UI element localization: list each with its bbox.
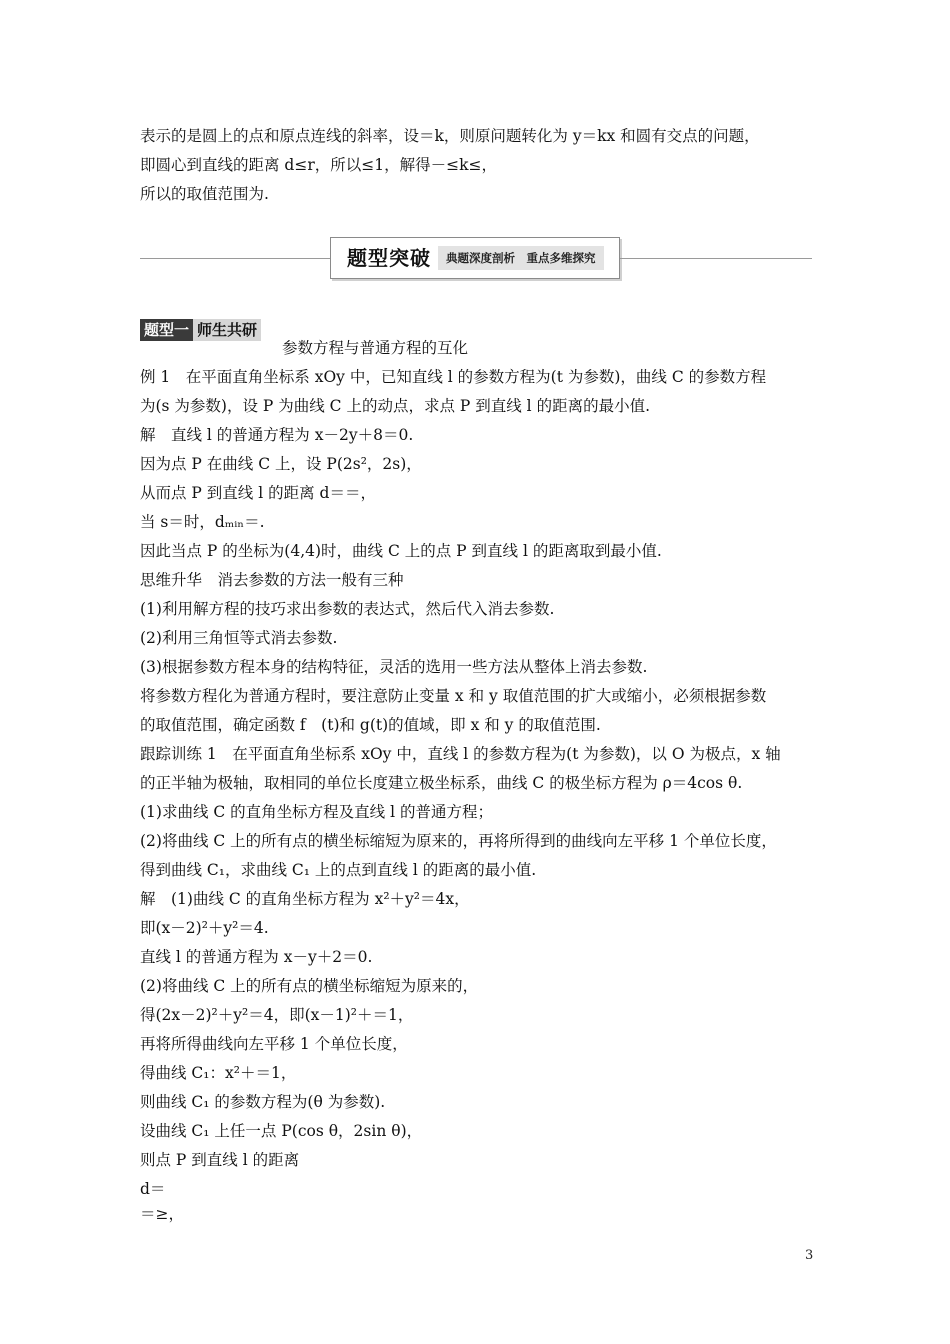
body-line: (2)利用三角恒等式消去参数.: [140, 629, 338, 647]
body-line: 例 1 在平面直角坐标系 xOy 中，已知直线 l 的参数方程为(t 为参数)，曲线 C 的参数方程: [140, 368, 767, 386]
body-line: 思维升华 消去参数的方法一般有三种: [140, 571, 404, 589]
body-line: 则曲线 C₁ 的参数方程为(θ 为参数).: [140, 1093, 386, 1111]
page-number: 3: [805, 1248, 814, 1263]
section-tag-label: 题型一: [140, 319, 193, 341]
body-line: 解 (1)曲线 C 的直角坐标方程为 x²＋y²＝4x，: [140, 890, 470, 908]
banner-title: 题型突破: [347, 246, 431, 270]
body-line: 再将所得曲线向左平移 1 个单位长度，: [140, 1035, 408, 1053]
body-line: 因此当点 P 的坐标为(4,4)时，曲线 C 上的点 P 到直线 l 的距离取到最小值.: [140, 542, 662, 560]
banner-box: [330, 237, 620, 279]
banner-subtitle: 典题深度剖析 重点多维探究: [438, 246, 604, 270]
body-line: 得(2x－2)²＋y²＝4，即(x－1)²＋＝1，: [140, 1006, 414, 1024]
body-line: 解 直线 l 的普通方程为 x－2y＋8＝0.: [140, 426, 414, 444]
body-line: 当 s＝时，dₘᵢₙ＝.: [140, 513, 265, 531]
intro-line-3: 所以的取值范围为.: [140, 185, 269, 203]
intro-line-2: 即圆心到直线的距离 d≤r，所以≤1，解得－≤k≤，: [140, 156, 497, 174]
body-line: (2)将曲线 C 上的所有点的横坐标缩短为原来的，: [140, 977, 479, 995]
banner-rule-right: [620, 258, 812, 259]
banner-rule-left: [140, 258, 330, 259]
body-line: (1)求曲线 C 的直角坐标方程及直线 l 的普通方程；: [140, 803, 493, 821]
body-line: 为(s 为参数)，设 P 为曲线 C 上的动点，求点 P 到直线 l 的距离的最小值.: [140, 397, 650, 415]
body-line: 直线 l 的普通方程为 x－y＋2＝0.: [140, 948, 373, 966]
body-line: 的正半轴为极轴，取相同的单位长度建立极坐标系，曲线 C 的极坐标方程为 ρ＝4cos θ.: [140, 774, 743, 792]
body-line: d＝: [140, 1180, 166, 1198]
section-title: 参数方程与普通方程的互化: [282, 339, 469, 357]
body-line: (2)将曲线 C 上的所有点的横坐标缩短为原来的，再将所得到的曲线向左平移 1 个单位长度，: [140, 832, 777, 850]
body-line: 的取值范围，确定函数 f (t)和 g(t)的值域，即 x 和 y 的取值范围.: [140, 716, 601, 734]
body-line: 跟踪训练 1 在平面直角坐标系 xOy 中，直线 l 的参数方程为(t 为参数)，以 O 为极点，x 轴: [140, 745, 781, 763]
body-line: (3)根据参数方程本身的结构特征，灵活的选用一些方法从整体上消去参数.: [140, 658, 648, 676]
body-line: 得曲线 C₁：x²＋＝1，: [140, 1064, 297, 1082]
section-tag-sublabel: 师生共研: [193, 319, 261, 341]
intro-line-1: 表示的是圆上的点和原点连线的斜率，设＝k，则原问题转化为 y＝kx 和圆有交点的问题，: [140, 127, 760, 145]
body-line: 设曲线 C₁ 上任一点 P(cos θ，2sin θ)，: [140, 1122, 423, 1140]
body-line: 将参数方程化为普通方程时，要注意防止变量 x 和 y 取值范围的扩大或缩小，必须根据参数: [140, 687, 767, 705]
body-line: 因为点 P 在曲线 C 上，设 P(2s²，2s)，: [140, 455, 422, 473]
body-line: 则点 P 到直线 l 的距离: [140, 1151, 300, 1169]
body-line: 即(x－2)²＋y²＝4.: [140, 919, 269, 937]
section-tag: [140, 319, 261, 341]
section-banner: [140, 237, 812, 281]
body-line: 得到曲线 C₁，求曲线 C₁ 上的点到直线 l 的距离的最小值.: [140, 861, 537, 879]
body-line: 从而点 P 到直线 l 的距离 d＝＝，: [140, 484, 376, 502]
body-line: ＝≥，: [140, 1205, 184, 1223]
body-line: (1)利用解方程的技巧求出参数的表达式，然后代入消去参数.: [140, 600, 555, 618]
